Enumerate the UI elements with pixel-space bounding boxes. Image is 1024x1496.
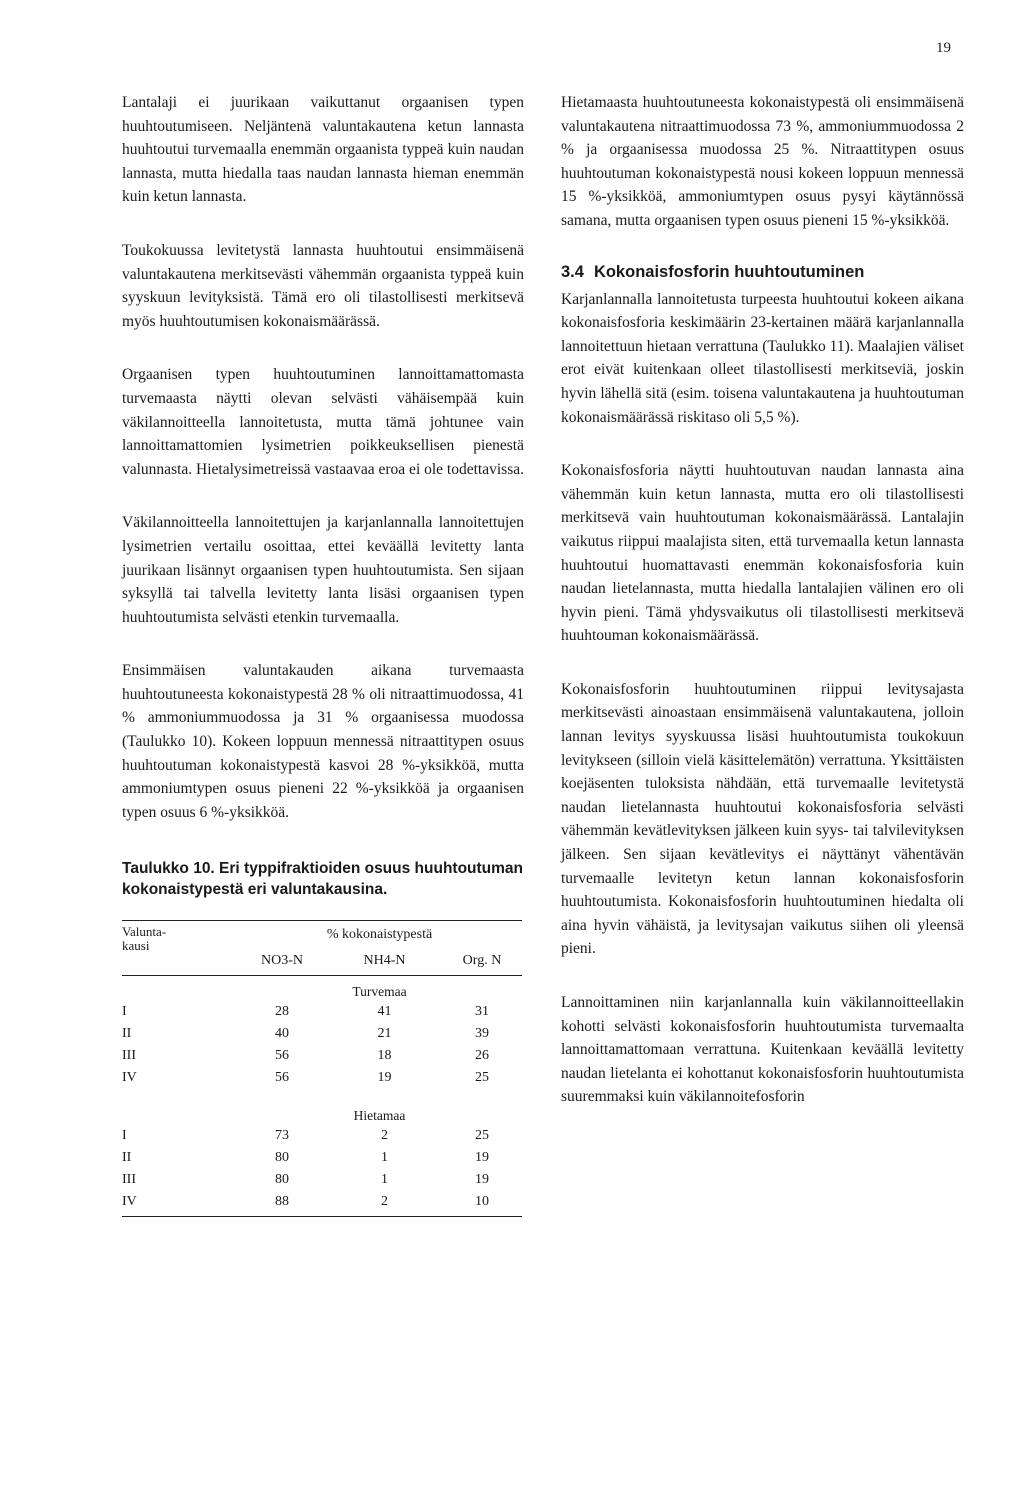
table-row: IV 56 19 25 (122, 1070, 489, 1086)
table-row: I 28 41 31 (122, 1004, 489, 1020)
paragraph: Lantalaji ei juurikaan vaikuttanut orgaanisen typen huuhtoutumiseen. Neljäntenä valuntakautena ketun lannasta huuhtoutui turvemaalla enemmän orgaanista typpeä kuin naudan lannasta, mutta hiedalla taas naudan lannasta hieman enemmän kuin ketun lannasta. (122, 94, 524, 206)
period-header-line1: Valunta- (122, 924, 167, 940)
group-header: % kokonaistypestä (237, 921, 522, 954)
group-label-hietamaa: Hietamaa (353, 1108, 406, 1124)
table-row: II 80 1 19 (122, 1150, 489, 1166)
page-number: 19 (936, 40, 951, 56)
left-column (122, 91, 524, 1217)
paragraph: Karjanlannalla lannoitetusta turpeesta huuhtoutui kokeen aikana kokonaisfosforia keskimäärin 23-kertainen määrä karjanlannalla lannoitettuun hietaan verrattuna (Taulukko 11). Maalajien väliset erot eivät kuitenkaan olleet tilastollisesti merkitseviä, joskin hyvin lähellä sitä (esim. toisena valuntakautena ja huuhtoutuman kokonaismäärässä riskitaso oli 5,5 %). (561, 290, 964, 426)
paragraph: Orgaanisen typen huuhtoutuminen lannoittamattomasta turvemaasta näytti olevan selvästi vähäisempää kuin väkilannoitteella lannoitetusta, mutta tämä johtunee vain lannoittamattomien lysimetrien poikkeuksellisen pienestä valunnasta. Hietalysimetreissä vastaavaa eroa ei ole todettavissa. (122, 366, 524, 478)
column-header-no3: NO3-N (237, 953, 327, 976)
table-row: IV 88 2 10 (122, 1194, 522, 1217)
table-row: III 80 1 19 (122, 1172, 489, 1188)
nitrogen-fraction-table (122, 920, 522, 1217)
column-header-nh4: NH4-N (327, 953, 442, 976)
section-number: 3.4 (561, 262, 584, 281)
right-column (561, 91, 964, 1139)
period-header (122, 921, 237, 954)
section-heading (561, 263, 964, 282)
paragraph: Väkilannoitteella lannoitettujen ja karjanlannalla lannoitettujen lysimetrien vertailu osoittaa, ettei keväällä levitetty lanta juurikaan lisännyt orgaanisen typen huuhtoutumista. Sen sijaan syksyllä tai talvella levitetty lanta lisäsi orgaanisen typen huuhtoutumista selvästi etenkin turvemaalla. (122, 514, 524, 626)
period-header-line2: kausi (122, 938, 150, 954)
group-label-turvemaa: Turvemaa (352, 984, 407, 1000)
paragraph: Kokonaisfosforia näytti huuhtoutuvan naudan lannasta aina vähemmän kuin ketun lannasta, mutta ero oli tilastollisesti merkitsevä vain huuhtoutuman kokonaismäärässä. Lantalajin vaikutus riippui maalajista siten, että turvemaalla ketun lannasta huuhtoutui huomattavasti enemmän kokonaisfosforia kuin naudan lietelannasta, mutta hiedalla lantalajien välinen ero oli hyvin pieni. Tämä yhdysvaikutus oli tilastollisesti merkitsevä huuhtouman kokonaismäärässä. (561, 462, 964, 645)
paragraph: Ensimmäisen valuntakauden aikana turvemaasta huuhtoutuneesta kokonaistypestä 28 % oli nitraattimuodossa, 41 % ammoniummuodossa ja 31 % orgaanisessa muodossa (Taulukko 10). Kokeen loppuun mennessä nitraattitypen osuus huuhtoutuman kokonaistypestä kasvoi 28 %-yksikköä, mutta ammoniumtypen osuus pieneni 22 %-yksikköä ja orgaanisen typen osuus 6 %-yksikköä. (122, 662, 524, 821)
table-caption: Taulukko 10. Eri typpifraktioiden osuus huuhtoutuman kokonaistypestä eri valuntakausina. (122, 860, 524, 899)
paragraph: Toukokuussa levitetystä lannasta huuhtoutui ensimmäisenä valuntakautena merkitsevästi vähemmän orgaanista typpeä kuin syyskuun levityksistä. Tämä ero oli tilastollisesti merkitsevä myös huuhtoutumisen kokonaismäärässä. (122, 241, 524, 330)
paragraph: Lannoittaminen niin karjanlannalla kuin väkilannoitteellakin kohotti selvästi kokonaisfosforin huuhtoutumista turvemaalta lannoittamattomaan verrattuna. Kuitenkaan keväällä levitetty naudan lietelanta ei kohottanut kokonaisfosforin huuhtoutumista suuremmaksi kuin väkilannoitefosforin (561, 994, 964, 1106)
column-header-org: Org. N (442, 953, 522, 976)
table-row: II 40 21 39 (122, 1026, 489, 1042)
table-row: III 56 18 26 (122, 1048, 489, 1064)
paragraph: Kokonaisfosforin huuhtoutuminen riippui levitysajasta merkitsevästi ainoastaan ensimmäisenä valuntakautena, jolloin lannan levitys syyskuussa lisäsi huuhtoutumista toukokuun levitykseen (silloin vielä käsittelemätön) verrattuna. Yksittäisten koejäsenten tuloksista nähdään, että turvemaalle levitetystä naudan lietelannasta huuhtoutui kokonaisfosforia selvästi vähemmän kevätlevityksen jälkeen kuin syys- tai talvilevityksen jälkeen. Sen sijaan kevätlevitys ei näyttänyt vähentävän turvemaalle levitetyn ketun lannan kokonaisfosforin huuhtoutumista. Kokonaisfosforin huuhtoutuminen hiedalta oli aina hyvin vähäistä, ja levitysajan vaikutus siihen oli yleensä pieni. (561, 680, 964, 958)
paragraph: Hietamaasta huuhtoutuneesta kokonaistypestä oli ensimmäisenä valuntakautena nitraattimuodossa 73 %, ammoniummuodossa 2 % ja orgaanisessa muodossa 25 %. Nitraattitypen osuus huuhtoutuman kokonaistypestä nousi kokeen loppuun mennessä 15 %-yksikköä, ammoniumtypen osuus pysyi käytännössä samana, mutta orgaanisen typen osuus pieneni 15 %-yksikköä. (561, 94, 964, 229)
section-title: Kokonaisfosforin huuhtoutuminen (593, 262, 865, 281)
table-row: I 73 2 25 (122, 1128, 489, 1144)
